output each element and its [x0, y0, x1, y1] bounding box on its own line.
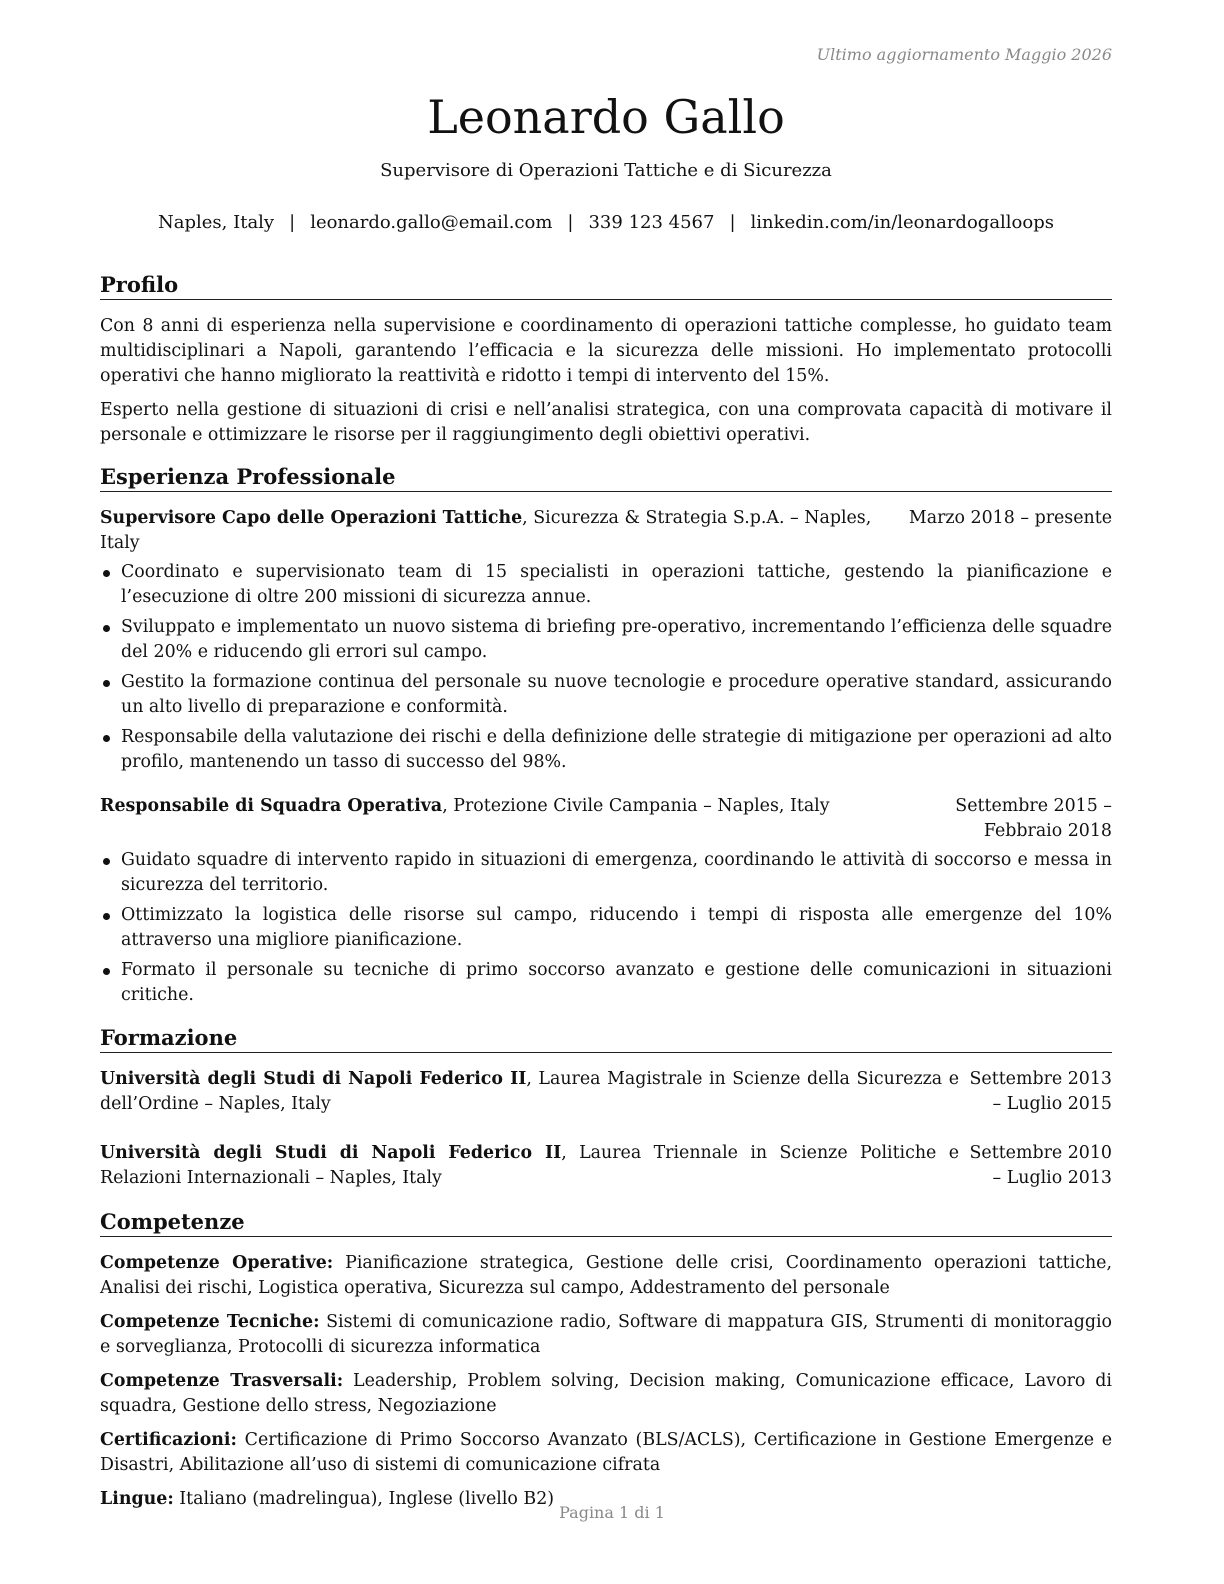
skill-row [100, 1428, 1112, 1478]
skill-label: Competenze Trasversali: [100, 1371, 344, 1391]
job-dates: Settembre 2015 – Febbraio 2018 [955, 796, 1112, 841]
education-dates: Settembre 2010 – Luglio 2013 [969, 1143, 1112, 1188]
contact-line [100, 210, 1112, 236]
linkedin-link[interactable]: linkedin.com/in/leonardogalloops [750, 212, 1054, 233]
job-dates: Marzo 2018 – presente [908, 508, 1112, 528]
job-organization: , Sicurezza & Strategia S.p.A. – Naples, Italy [100, 508, 872, 553]
section-title-skills: Competenze [100, 1208, 1112, 1237]
skill-row [100, 1310, 1112, 1360]
job-bullets [100, 848, 1112, 1008]
email-link[interactable]: leonardo.gallo@email.com [310, 212, 553, 233]
bullet-icon [103, 968, 110, 975]
list-item [100, 958, 1112, 1008]
degree-detail: , Laurea Triennale in Scienze Politiche e Relazioni Internazionali – Naples, Italy [100, 1143, 960, 1188]
skill-row [100, 1251, 1112, 1301]
skill-label: Competenze Tecniche: [100, 1312, 320, 1332]
page-number: Pagina 1 di 1 [559, 1503, 665, 1522]
separator: | [289, 212, 296, 233]
list-item [100, 560, 1112, 610]
list-item [100, 670, 1112, 720]
candidate-name: Leonardo Gallo [427, 90, 785, 144]
skill-values: Certificazione di Primo Soccorso Avanzato (BLS/ACLS), Certificazione in Gestione Emergenze e Disastri, Abilitazione all’uso di sistemi di comunicazione cifrata [100, 1430, 1112, 1475]
school-name: Università degli Studi di Napoli Federico II [100, 1069, 527, 1089]
bullet-text: Ottimizzato la logistica delle risorse sul campo, riducendo i tempi di risposta alle emergenze del 10% attraverso una migliore pianificazione. [121, 905, 1112, 950]
skills-list [100, 1251, 1112, 1512]
separator: | [729, 212, 736, 233]
profile-paragraph: Con 8 anni di esperienza nella supervisione e coordinamento di operazioni tattiche complesse, ho guidato team multidisciplinari a Napoli, garantendo l’efficacia e la sicurezza delle missioni. Ho implementato protocolli operativi che hanno migliorato la reattività e ridotto i tempi di intervento del 15%. [100, 316, 1112, 386]
education-item [100, 1141, 1112, 1191]
list-item [100, 848, 1112, 898]
last-updated: Ultimo aggiornamento Maggio 2026 [816, 45, 1112, 64]
skill-values: Pianificazione strategica, Gestione delle crisi, Coordinamento operazioni tattiche, Analisi dei rischi, Logistica operativa, Sicurezza sul campo, Addestramento del personale [100, 1253, 1112, 1298]
bullet-text: Responsabile della valutazione dei rischi e della definizione delle strategie di mitigazione per operazioni ad alto profilo, mantenendo un tasso di successo del 98%. [121, 727, 1112, 772]
skill-values: Italiano (madrelingua), Inglese (livello B2) [173, 1489, 555, 1509]
skill-values: Leadership, Problem solving, Decision making, Comunicazione efficace, Lavoro di squadra, Gestione dello stress, Negoziazione [100, 1371, 1112, 1416]
section-title-education: Formazione [100, 1024, 1112, 1053]
education-dates: Settembre 2013 – Luglio 2015 [969, 1069, 1112, 1114]
bullet-icon [103, 735, 110, 742]
bullet-icon [103, 858, 110, 865]
bullet-text: Formato il personale su tecniche di primo soccorso avanzato e gestione delle comunicazioni in situazioni critiche. [121, 960, 1112, 1005]
education-item [100, 1067, 1112, 1117]
skill-label: Lingue: [100, 1489, 174, 1509]
phone-number: 339 123 4567 [588, 212, 715, 233]
bullet-icon [103, 570, 110, 577]
profile-paragraph: Esperto nella gestione di situazioni di crisi e nell’analisi strategica, con una comprovata capacità di motivare il personale e ottimizzare le risorse per il raggiungimento degli obiettivi operativi. [100, 400, 1112, 445]
list-item [100, 903, 1112, 953]
section-title-experience: Esperienza Professionale [100, 463, 1112, 492]
bullet-icon [103, 680, 110, 687]
separator: | [567, 212, 574, 233]
job-header [100, 506, 1112, 556]
bullet-icon [103, 625, 110, 632]
location: Naples, Italy [158, 212, 275, 233]
job-role: Responsabile di Squadra Operativa [100, 796, 443, 816]
job-bullets [100, 560, 1112, 775]
list-item [100, 615, 1112, 665]
list-item [100, 725, 1112, 775]
bullet-text: Guidato squadre di intervento rapido in situazioni di emergenza, coordinando le attività di soccorso e messa in sicurezza del territorio. [121, 850, 1112, 895]
job-organization: , Protezione Civile Campania – Naples, Italy [442, 796, 830, 816]
bullet-text: Sviluppato e implementato un nuovo sistema di briefing pre-operativo, incrementando l’efficienza delle squadre del 20% e riducendo gli errori sul campo. [121, 617, 1112, 662]
bullet-text: Coordinato e supervisionato team di 15 specialisti in operazioni tattiche, gestendo la pianificazione e l’esecuzione di oltre 200 missioni di sicurezza annue. [121, 562, 1112, 607]
section-title-profile: Profilo [100, 271, 1112, 300]
job-header [100, 794, 1112, 844]
skill-label: Competenze Operative: [100, 1253, 334, 1273]
skill-row [100, 1369, 1112, 1419]
degree-detail: , Laurea Magistrale in Scienze della Sicurezza e dell’Ordine – Naples, Italy [100, 1069, 959, 1114]
job-title: Supervisore di Operazioni Tattiche e di Sicurezza [380, 160, 832, 181]
bullet-icon [103, 913, 110, 920]
skill-values: Sistemi di comunicazione radio, Software di mappatura GIS, Strumenti di monitoraggio e sorveglianza, Protocolli di sicurezza informatica [100, 1312, 1112, 1357]
job-role: Supervisore Capo delle Operazioni Tattiche [100, 508, 523, 528]
skill-label: Certificazioni: [100, 1430, 237, 1450]
bullet-text: Gestito la formazione continua del personale su nuove tecnologie e procedure operative standard, assicurando un alto livello di preparazione e conformità. [121, 672, 1112, 717]
school-name: Università degli Studi di Napoli Federico II [100, 1143, 562, 1163]
